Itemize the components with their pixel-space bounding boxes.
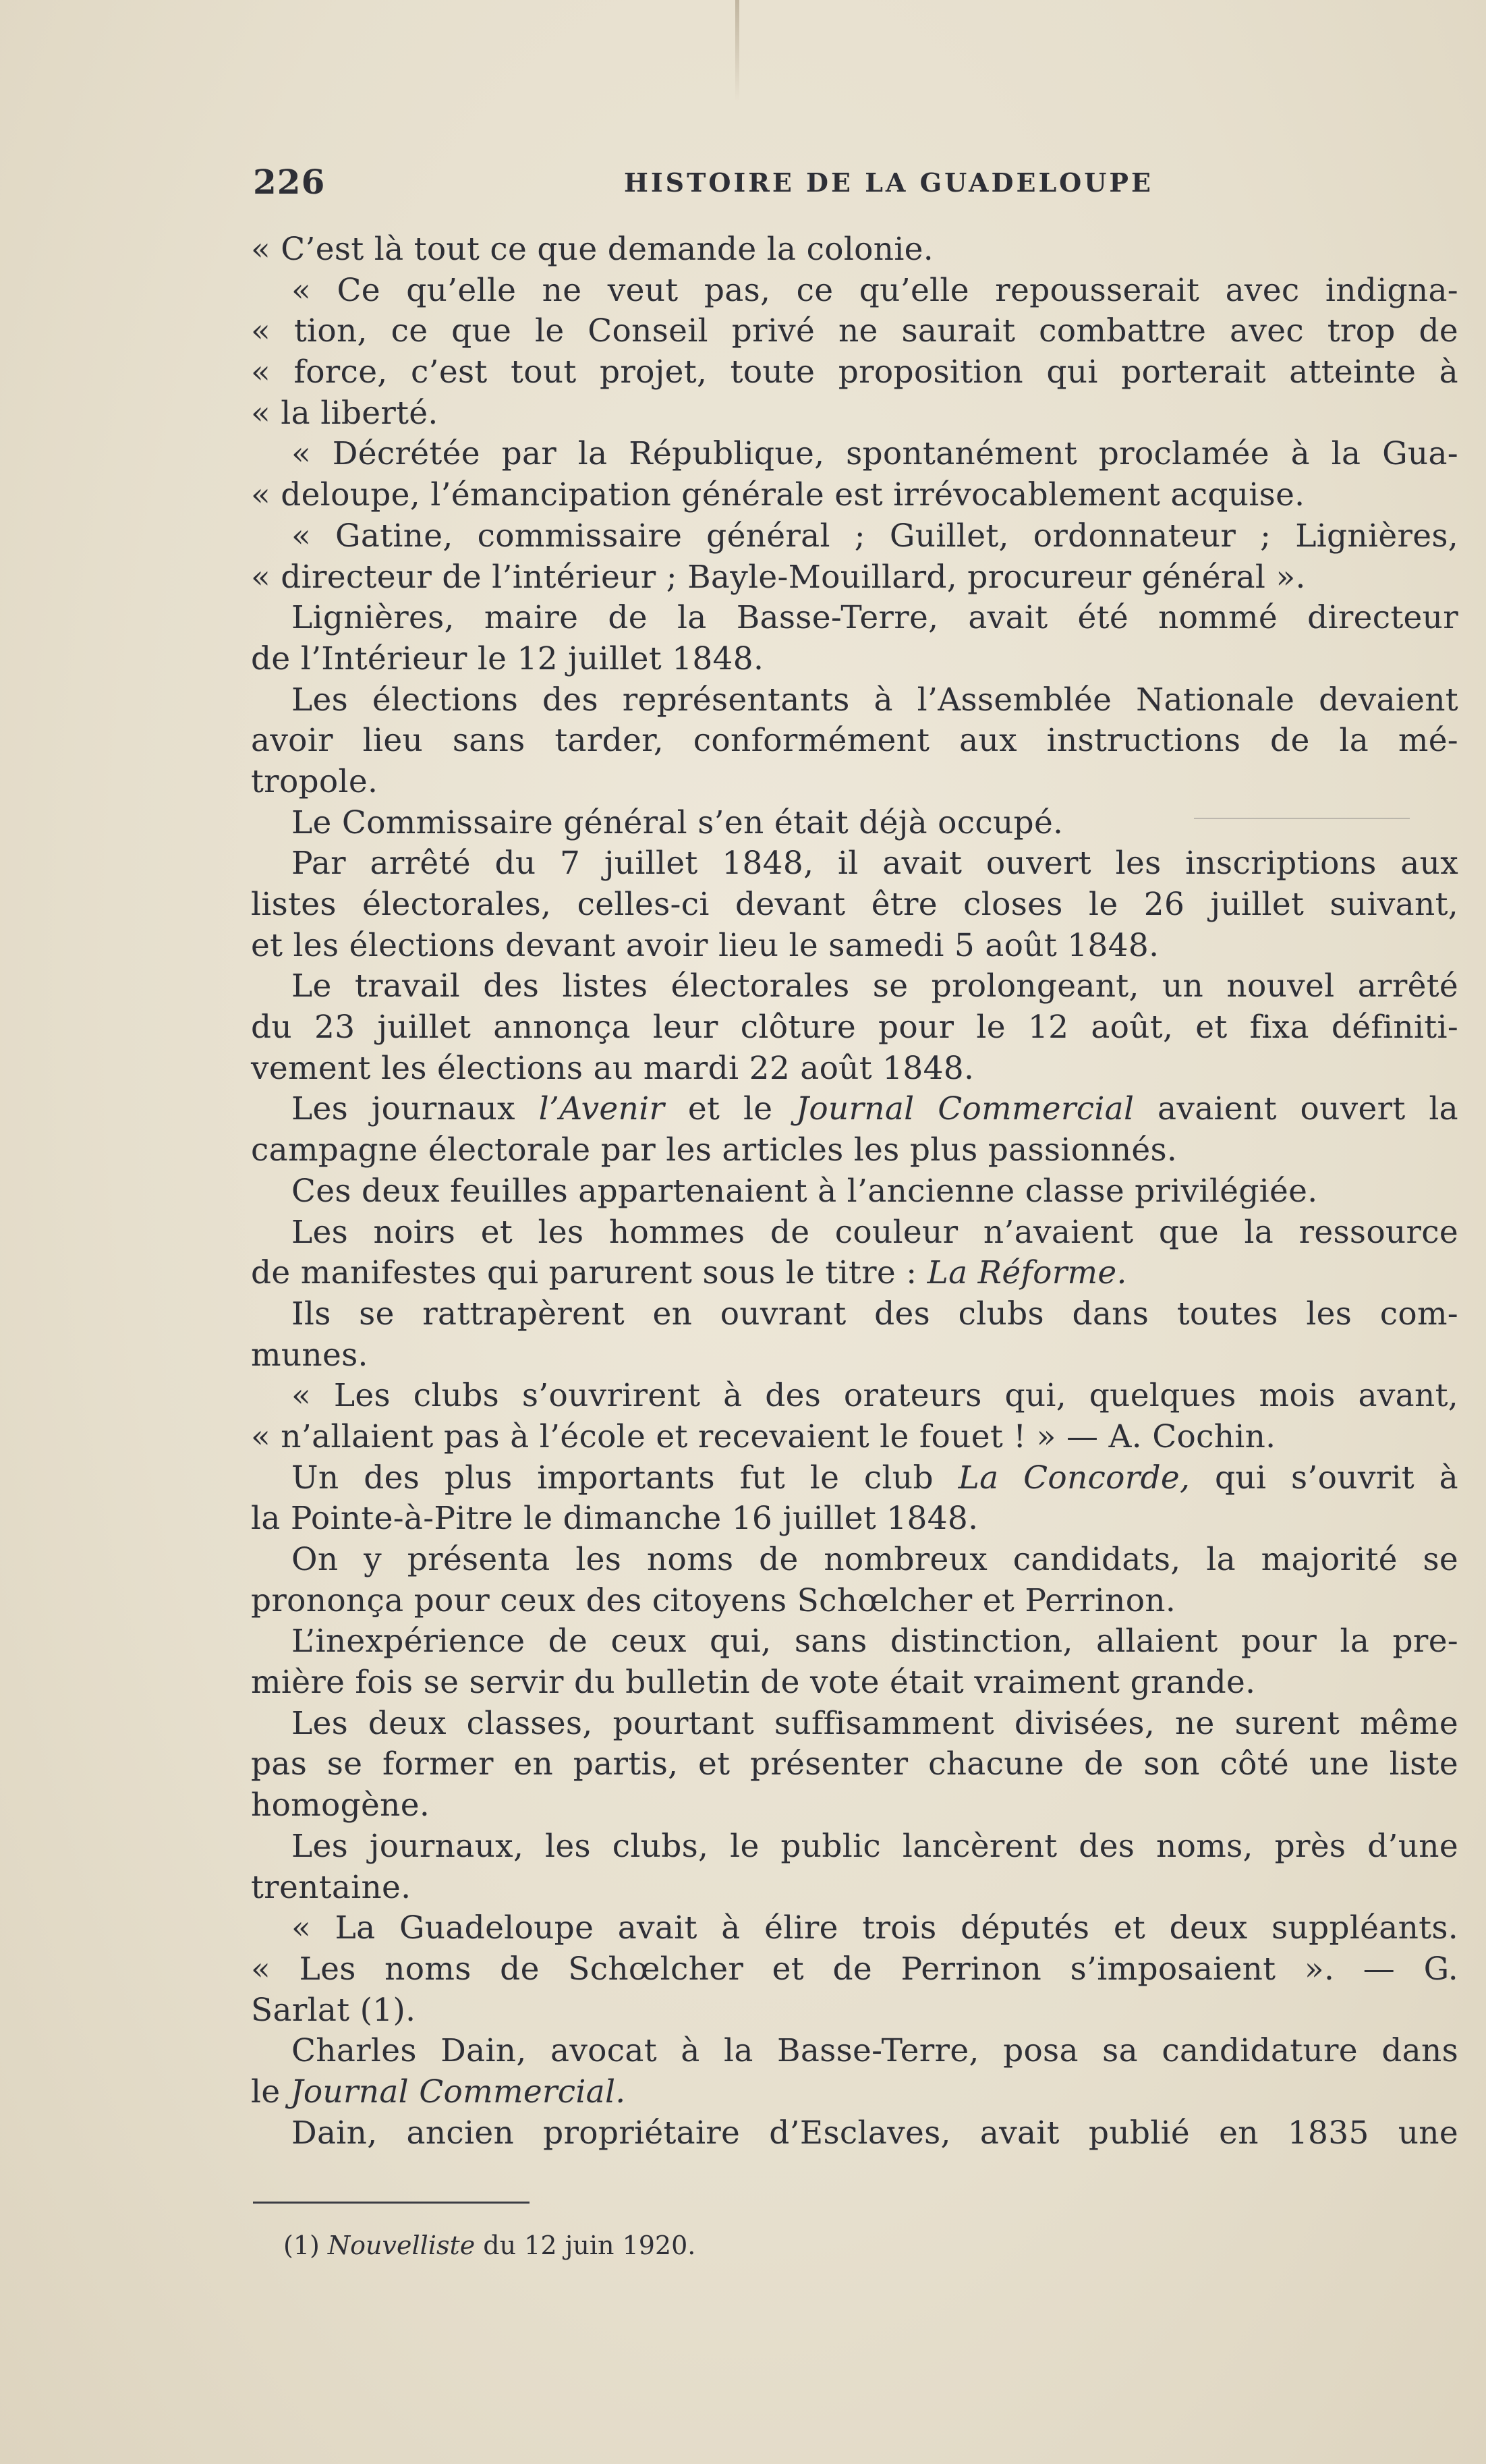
text-fragment: et le xyxy=(664,1090,797,1128)
text-line: Le travail des listes électorales se prolongeant, un nouvel arrêté xyxy=(291,968,1458,1005)
page-header xyxy=(253,162,1481,216)
text-line xyxy=(251,2072,1458,2113)
text-line: Les journaux, les clubs, le public lancèrent des noms, près d’une xyxy=(291,1827,1458,1865)
text-line: « deloupe, l’émancipation générale est irrévocablement acquise. xyxy=(251,476,1305,514)
text-line: listes électorales, celles-ci devant être closes le 26 juillet suivant, xyxy=(251,886,1458,923)
text-fragment: qui s’ouvrit à xyxy=(1190,1459,1459,1496)
text-line: Les élections des représentants à l’Assemblée Nationale devaient xyxy=(291,681,1458,719)
page-number: 226 xyxy=(253,162,326,202)
text-line: Ces deux feuilles appartenaient à l’ancienne classe privilégiée. xyxy=(291,1172,1318,1210)
text-fragment: avaient ouvert la xyxy=(1134,1090,1458,1128)
footnote xyxy=(283,2231,695,2260)
newspaper-title: l’Avenir xyxy=(538,1090,665,1128)
text-line: Le Commissaire général s’en était déjà occupé. xyxy=(291,804,1064,841)
text-line: « C’est là tout ce que demande la colonie. xyxy=(251,231,934,268)
text-line: et les élections devant avoir lieu le samedi 5 août 1848. xyxy=(251,926,1160,964)
text-line: « Décrétée par la République, spontanément proclamée à la Gua- xyxy=(291,435,1458,473)
footnote-date: du 12 juin 1920. xyxy=(483,2231,696,2260)
text-line: Lignières, maire de la Basse-Terre, avait été nommé directeur xyxy=(291,599,1458,637)
text-line: homogène. xyxy=(251,1787,430,1824)
text-line: Les noirs et les hommes de couleur n’avaient que la ressource xyxy=(291,1213,1458,1251)
text-line: On y présenta les noms de nombreux candidats, la majorité se xyxy=(291,1541,1458,1578)
text-line xyxy=(251,1458,1458,1499)
text-line: munes. xyxy=(251,1336,368,1374)
text-line: « tion, ce que le Conseil privé ne saurait combattre avec trop de xyxy=(251,312,1458,350)
text-line: Charles Dain, avocat à la Basse-Terre, posa sa candidature dans xyxy=(291,2032,1458,2070)
text-line: « La Guadeloupe avait à élire trois députés et deux suppléants. xyxy=(291,1909,1458,1947)
text-line xyxy=(251,1089,1458,1130)
text-line: de l’Intérieur le 12 juillet 1848. xyxy=(251,640,764,677)
text-line: la Pointe-à-Pitre le dimanche 16 juillet 1848. xyxy=(251,1500,979,1538)
text-line: avoir lieu sans tarder, conformément aux instructions de la mé- xyxy=(251,722,1458,760)
newspaper-title: Journal Commercial. xyxy=(290,2073,626,2110)
text-line: Les deux classes, pourtant suffisamment divisées, ne surent même xyxy=(291,1704,1458,1742)
text-line: campagne électorale par les articles les plus passionnés. xyxy=(251,1131,1178,1169)
text-line: « force, c’est tout projet, toute proposition qui porterait atteinte à xyxy=(251,354,1458,391)
text-line: « n’allaient pas à l’école et recevaient le fouet ! » — A. Cochin. xyxy=(251,1418,1276,1455)
footnote-source: Nouvelliste xyxy=(327,2231,476,2260)
text-line: tropole. xyxy=(251,762,378,800)
text-line xyxy=(251,1253,1458,1294)
text-fragment: Les journaux xyxy=(291,1090,539,1128)
text-line: « Les noms de Schœlcher et de Perrinon s’imposaient ». — G. xyxy=(251,1950,1458,1988)
running-title: HISTOIRE DE LA GUADELOUPE xyxy=(624,167,1153,198)
text-fragment: Un des plus importants fut le club xyxy=(291,1459,959,1496)
footnote-marker: (1) xyxy=(283,2231,320,2260)
text-line: « Ce qu’elle ne veut pas, ce qu’elle repousserait avec indigna- xyxy=(291,271,1458,309)
text-fragment: le xyxy=(251,2073,291,2110)
text-line: mière fois se servir du bulletin de vote était vraiment grande. xyxy=(251,1664,1256,1702)
text-line: L’inexpérience de ceux qui, sans distinction, allaient pour la pre- xyxy=(291,1623,1458,1660)
text-line: « Les clubs s’ouvrirent à des orateurs qui, quelques mois avant, xyxy=(291,1377,1458,1415)
text-line: prononça pour ceux des citoyens Schœlcher et Perrinon. xyxy=(251,1581,1176,1619)
body-text xyxy=(251,229,1458,2154)
text-line: Par arrêté du 7 juillet 1848, il avait ouvert les inscriptions aux xyxy=(291,845,1458,883)
text-line: vement les élections au mardi 22 août 1848. xyxy=(251,1049,975,1087)
text-line: « la liberté. xyxy=(251,394,438,432)
text-line: « Gatine, commissaire général ; Guillet, ordonnateur ; Lignières, xyxy=(291,517,1458,555)
text-line: Sarlat (1). xyxy=(251,1991,416,2029)
text-line: trentaine. xyxy=(251,1868,411,1906)
footnote-rule xyxy=(253,2202,530,2204)
text-line: Ils se rattrapèrent en ouvrant des clubs dans toutes les com- xyxy=(291,1295,1458,1333)
text-fragment: de manifestes qui parurent sous le titre : xyxy=(251,1254,927,1292)
text-line: Dain, ancien propriétaire d’Esclaves, avait publié en 1835 une xyxy=(291,2114,1458,2152)
club-name: La Concorde, xyxy=(958,1459,1191,1496)
newspaper-title: Journal Commercial xyxy=(796,1090,1135,1128)
paper-fold-shadow xyxy=(735,0,739,101)
text-line: du 23 juillet annonça leur clôture pour le 12 août, et fixa définiti- xyxy=(251,1009,1458,1046)
newspaper-title: La Réforme. xyxy=(927,1254,1127,1292)
text-line: « directeur de l’intérieur ; Bayle-Mouillard, procureur général ». xyxy=(251,558,1306,596)
text-line: pas se former en partis, et présenter chacune de son côté une liste xyxy=(251,1745,1458,1783)
